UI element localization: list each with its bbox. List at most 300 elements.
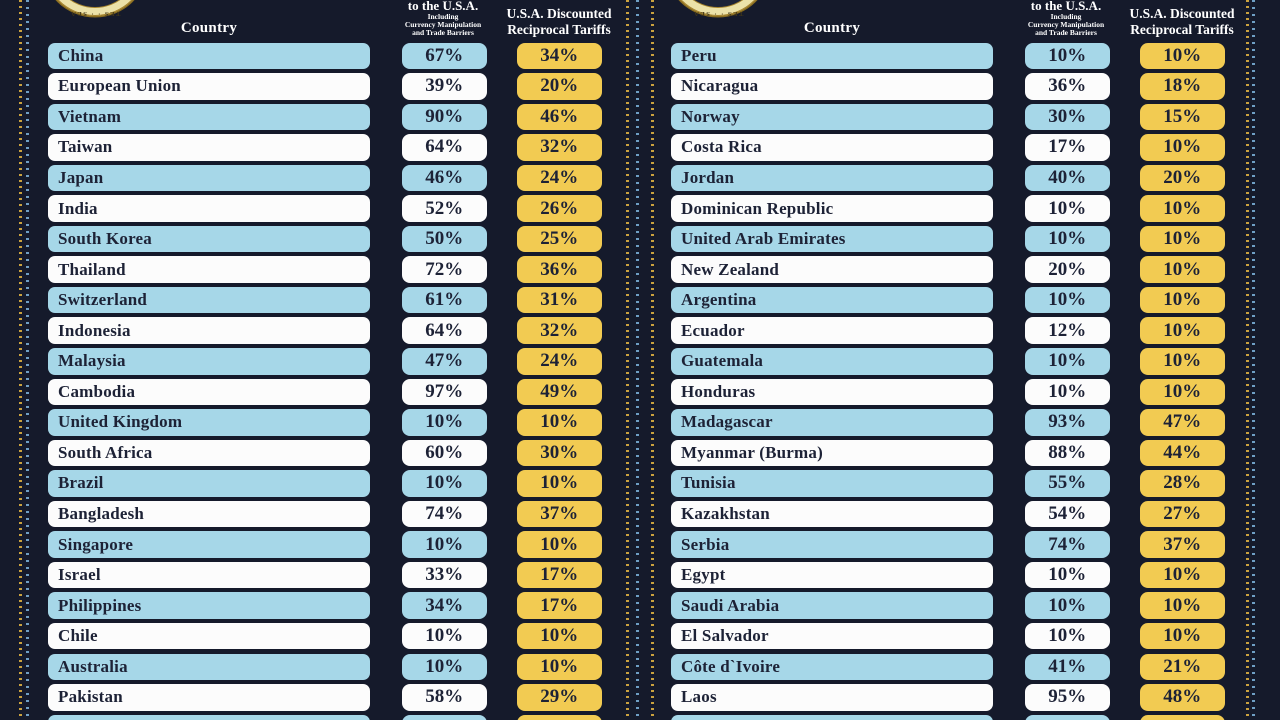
country-cell [48, 684, 370, 711]
table-row-partial [0, 715, 640, 720]
table-row [0, 562, 640, 589]
reciprocal-tariff-cell [517, 684, 603, 711]
reciprocal-tariff-cell [517, 409, 603, 436]
reciprocal-tariff-cell [1140, 256, 1226, 283]
country-label: Philippines [58, 595, 142, 615]
charged-tariff-value: 88% [1048, 441, 1087, 463]
charged-tariff-cell [1025, 287, 1111, 314]
country-label: Switzerland [58, 290, 148, 310]
charged-tariff-value: 61% [425, 289, 464, 311]
charged-tariff-value: 46% [425, 166, 464, 188]
reciprocal-tariff-value: 31% [540, 289, 579, 311]
charged-tariff-value: 10% [1048, 380, 1087, 402]
reciprocal-tariff-value: 10% [540, 411, 579, 433]
country-label: Laos [681, 687, 717, 707]
table-row [0, 440, 640, 467]
reciprocal-tariff-value: 30% [540, 441, 579, 463]
charged-header-sub2: Currency Manipulation [404, 20, 482, 29]
reciprocal-tariff-value: 17% [540, 564, 579, 586]
table-row [0, 409, 640, 436]
charged-tariff-cell [1025, 195, 1111, 222]
country-label: Taiwan [58, 137, 113, 157]
seal-inner-field [674, 0, 762, 8]
table-row [0, 501, 640, 528]
charged-tariff-cell [1025, 348, 1111, 375]
country-cell [48, 623, 370, 650]
country-label: Pakistan [58, 687, 123, 707]
table-row [0, 379, 640, 406]
table-row [0, 195, 640, 222]
country-label: Nicaragua [681, 76, 759, 96]
charged-tariff-cell [402, 134, 488, 161]
table-row [623, 256, 1263, 283]
country-label: Malaysia [58, 351, 126, 371]
charged-tariff-cell [1025, 440, 1111, 467]
reciprocal-tariff-cell [517, 470, 603, 497]
country-label: Dominican Republic [681, 198, 834, 218]
country-label: European Union [58, 76, 181, 96]
charged-tariff-cell [402, 592, 488, 619]
country-label: Ecuador [681, 320, 745, 340]
reciprocal-tariff-cell [517, 715, 603, 720]
reciprocal-tariff-cell [1140, 684, 1226, 711]
table-row [623, 409, 1263, 436]
country-cell [48, 134, 370, 161]
charged-tariff-value: 52% [425, 197, 464, 219]
table-row [623, 226, 1263, 253]
country-cell [48, 562, 370, 589]
seal-ring-text: TES · · SEA [69, 10, 121, 17]
country-cell [671, 501, 993, 528]
reciprocal-tariff-value: 20% [1163, 166, 1202, 188]
reciprocal-tariff-value: 29% [540, 686, 579, 708]
charged-tariff-value: 58% [425, 686, 464, 708]
charged-tariff-value: 10% [1048, 228, 1087, 250]
reciprocal-tariff-value: 28% [1163, 472, 1202, 494]
charged-tariff-cell [1025, 134, 1111, 161]
reciprocal-tariff-cell [517, 195, 603, 222]
table-row [623, 440, 1263, 467]
charged-tariff-cell [402, 226, 488, 253]
table-row [623, 684, 1263, 711]
country-cell [48, 440, 370, 467]
reciprocal-tariff-cell [1140, 287, 1226, 314]
country-cell [48, 470, 370, 497]
country-label: Guatemala [681, 351, 764, 371]
seal-inner-field [51, 0, 139, 8]
charged-tariff-cell [1025, 317, 1111, 344]
reciprocal-tariff-cell [1140, 440, 1226, 467]
country-label: Brazil [58, 473, 104, 493]
country-cell [671, 623, 993, 650]
reciprocal-tariff-value: 32% [540, 136, 579, 158]
country-cell [671, 165, 993, 192]
reciprocal-tariff-value: 47% [1163, 411, 1202, 433]
charged-tariff-value: 47% [425, 350, 464, 372]
reciprocal-tariff-value: 44% [1163, 441, 1202, 463]
reciprocal-tariff-cell [1140, 104, 1226, 131]
country-cell [48, 379, 370, 406]
country-cell [671, 562, 993, 589]
charged-tariff-cell [1025, 104, 1111, 131]
country-label: United Kingdom [58, 412, 183, 432]
charged-tariff-value: 10% [1048, 564, 1087, 586]
country-label: New Zealand [681, 259, 780, 279]
charged-tariff-value: 10% [1048, 197, 1087, 219]
table-row [0, 623, 640, 650]
country-label: Cambodia [58, 381, 136, 401]
country-label: Vietnam [58, 106, 122, 126]
charged-tariff-cell [1025, 562, 1111, 589]
charged-tariff-cell [1025, 73, 1111, 100]
country-cell [671, 317, 993, 344]
country-cell [671, 654, 993, 681]
discounted-reciprocal-column-header [1117, 6, 1247, 38]
charged-tariff-cell [402, 531, 488, 558]
reciprocal-tariff-value: 20% [540, 75, 579, 97]
charged-tariff-value: 17% [1048, 136, 1087, 158]
table-row [0, 654, 640, 681]
reciprocal-tariff-value: 18% [1163, 75, 1202, 97]
reciprocal-tariff-cell [1140, 226, 1226, 253]
table-row [0, 592, 640, 619]
country-cell [48, 348, 370, 375]
country-label: Bangladesh [58, 504, 145, 523]
reciprocal-tariff-value: 10% [1163, 44, 1202, 66]
reciprocal-tariff-cell [1140, 470, 1226, 497]
country-cell [48, 409, 370, 436]
charged-tariff-value: 30% [1048, 105, 1087, 127]
reciprocal-tariff-cell [1140, 623, 1226, 650]
charged-tariff-cell [1025, 409, 1111, 436]
country-cell [671, 195, 993, 222]
table-row [0, 470, 640, 497]
country-cell [671, 684, 993, 711]
reciprocal-tariff-value: 25% [540, 228, 579, 250]
country-label: Thailand [58, 259, 126, 279]
table-row [623, 531, 1263, 558]
country-label: Singapore [58, 534, 134, 554]
reciprocal-tariff-value: 10% [1163, 625, 1202, 647]
reciprocal-tariff-cell [517, 256, 603, 283]
table-row [623, 470, 1263, 497]
charged-tariff-cell [402, 470, 488, 497]
reciprocal-tariff-value: 37% [1163, 533, 1202, 555]
table-row [623, 348, 1263, 375]
country-cell [671, 379, 993, 406]
charged-tariff-value: 34% [425, 594, 464, 616]
table-row [0, 43, 640, 70]
reciprocal-tariff-cell [517, 226, 603, 253]
reciprocal-tariff-cell [1140, 715, 1226, 720]
charged-header-sub1: Including [1050, 12, 1082, 21]
reciprocal-tariff-cell [1140, 134, 1226, 161]
country-label: South Korea [58, 229, 152, 249]
country-label: Jordan [681, 167, 735, 187]
country-cell [48, 256, 370, 283]
reciprocal-tariff-value: 34% [540, 44, 579, 66]
charged-tariff-cell [402, 317, 488, 344]
reciprocal-tariff-value: 49% [540, 380, 579, 402]
table-row [623, 501, 1263, 528]
reciprocal-tariff-value: 10% [1163, 197, 1202, 219]
reciprocal-tariff-cell [517, 379, 603, 406]
charged-tariff-value: 41% [1048, 655, 1087, 677]
reciprocal-tariff-value: 10% [1163, 380, 1202, 402]
country-label: China [58, 45, 104, 65]
reciprocal-tariff-cell [1140, 195, 1226, 222]
country-cell [48, 73, 370, 100]
reciprocal-tariff-value: 10% [1163, 594, 1202, 616]
charged-tariff-value: 10% [1048, 594, 1087, 616]
country-cell [671, 592, 993, 619]
country-cell [671, 104, 993, 131]
country-cell [48, 715, 370, 720]
country-label: Peru [681, 45, 717, 65]
charged-tariff-cell [1025, 256, 1111, 283]
reciprocal-tariff-value: 10% [1163, 564, 1202, 586]
table-row [0, 134, 640, 161]
charged-header-sub3: and Trade Barriers [1035, 28, 1097, 37]
country-column-header: Country [803, 20, 861, 36]
country-cell [671, 531, 993, 558]
reciprocal-tariff-value: 10% [540, 472, 579, 494]
charged-tariff-value: 39% [425, 75, 464, 97]
table-row [623, 104, 1263, 131]
charged-tariff-cell [1025, 623, 1111, 650]
charged-tariff-value: 74% [425, 503, 464, 524]
table-row [623, 317, 1263, 344]
country-label: Honduras [681, 381, 756, 401]
country-cell [48, 287, 370, 314]
charged-tariff-value: 10% [425, 533, 464, 555]
reciprocal-tariff-cell [1140, 654, 1226, 681]
charged-tariff-cell [1025, 226, 1111, 253]
reciprocal-tariff-value: 26% [540, 197, 579, 219]
charged-tariff-value: 93% [1048, 411, 1087, 433]
charged-tariff-value: 74% [1048, 533, 1087, 555]
table-row [0, 256, 640, 283]
table-row [0, 73, 640, 100]
charged-tariff-cell [402, 654, 488, 681]
reciprocal-tariff-value: 48% [1163, 686, 1202, 708]
reciprocal-tariff-cell [517, 562, 603, 589]
charged-tariff-cell [1025, 501, 1111, 528]
reciprocal-tariff-cell [1140, 409, 1226, 436]
reciprocal-tariff-cell [517, 317, 603, 344]
reciprocal-tariff-value: 10% [1163, 258, 1202, 280]
country-cell [671, 226, 993, 253]
reciprocal-tariff-value: 10% [1163, 228, 1202, 250]
table-row [0, 165, 640, 192]
reciprocal-tariff-cell [1140, 317, 1226, 344]
table-row [623, 379, 1263, 406]
charged-tariff-cell [402, 623, 488, 650]
country-cell [48, 195, 370, 222]
charged-tariff-cell [402, 43, 488, 70]
charged-tariff-cell [1025, 470, 1111, 497]
table-row [623, 134, 1263, 161]
charged-tariff-cell [402, 256, 488, 283]
discounted-header-line2: Reciprocal Tariffs [507, 22, 611, 37]
table-row [623, 562, 1263, 589]
country-label: Argentina [681, 290, 757, 310]
charged-tariff-cell [402, 501, 488, 528]
charged-tariff-value: 20% [1048, 258, 1087, 280]
presidential-seal-icon [43, 0, 147, 16]
charged-tariff-cell [1025, 592, 1111, 619]
charged-tariff-value: 55% [1048, 472, 1087, 494]
reciprocal-tariff-cell [1140, 348, 1226, 375]
country-label: Myanmar (Burma) [681, 442, 823, 462]
country-label: Saudi Arabia [681, 595, 780, 615]
country-label: Indonesia [58, 320, 131, 340]
charged-tariff-value: 10% [425, 625, 464, 647]
reciprocal-tariff-value: 10% [1163, 319, 1202, 341]
charged-tariff-value: 10% [1048, 44, 1087, 66]
charged-tariff-cell [402, 104, 488, 131]
charged-tariff-value: 10% [425, 411, 464, 433]
reciprocal-tariff-cell [1140, 531, 1226, 558]
reciprocal-tariff-cell [517, 43, 603, 70]
presidential-seal-icon [666, 0, 770, 16]
table-row [623, 43, 1263, 70]
charged-tariff-cell [402, 287, 488, 314]
charged-tariff-cell [402, 440, 488, 467]
charged-tariff-value: 36% [1048, 75, 1087, 97]
charged-tariff-cell [402, 165, 488, 192]
country-label: Côte d`Ivoire [681, 656, 781, 676]
reciprocal-tariff-cell [517, 165, 603, 192]
charged-tariff-value: 72% [425, 258, 464, 280]
charged-tariff-value: 60% [425, 441, 464, 463]
country-label: Costa Rica [681, 137, 762, 157]
table-row [0, 226, 640, 253]
reciprocal-tariff-cell [517, 440, 603, 467]
charged-header-sub2: Currency Manipulation [1027, 20, 1105, 29]
reciprocal-tariff-cell [1140, 379, 1226, 406]
charged-tariff-cell [1025, 531, 1111, 558]
charged-header-title: to the U.S.A. [1030, 0, 1102, 13]
table-row [623, 165, 1263, 192]
country-cell [671, 256, 993, 283]
reciprocal-tariff-value: 10% [1163, 136, 1202, 158]
reciprocal-tariff-cell [1140, 165, 1226, 192]
table-row [623, 73, 1263, 100]
tariff-panel-right [623, 0, 1263, 720]
charged-tariff-cell [1025, 654, 1111, 681]
charged-tariff-cell [1025, 165, 1111, 192]
reciprocal-tariff-value: 21% [1163, 655, 1202, 677]
country-label: Tunisia [681, 473, 736, 493]
country-label: United Arab Emirates [681, 229, 846, 249]
reciprocal-tariff-cell [517, 287, 603, 314]
country-label: Japan [58, 167, 104, 187]
reciprocal-tariff-cell [517, 531, 603, 558]
country-cell [48, 43, 370, 70]
country-cell [48, 592, 370, 619]
discounted-header-line1: U.S.A. Discounted [1129, 6, 1235, 21]
country-cell [48, 501, 370, 528]
discounted-header-line1: U.S.A. Discounted [506, 6, 612, 21]
charged-tariff-value: 10% [1048, 625, 1087, 647]
country-cell [671, 43, 993, 70]
charged-tariff-value: 40% [1048, 166, 1087, 188]
country-label: Egypt [681, 565, 726, 585]
charged-tariff-value: 10% [425, 655, 464, 677]
discounted-header-line2: Reciprocal Tariffs [1130, 22, 1234, 37]
reciprocal-tariff-value: 37% [540, 503, 579, 524]
country-cell [48, 165, 370, 192]
charged-tariff-cell [402, 73, 488, 100]
reciprocal-tariff-value: 46% [540, 105, 579, 127]
reciprocal-tariff-value: 24% [540, 350, 579, 372]
country-cell [48, 226, 370, 253]
reciprocal-tariff-cell [517, 134, 603, 161]
country-cell [48, 104, 370, 131]
country-label: South Africa [58, 442, 153, 462]
reciprocal-tariff-value: 36% [540, 258, 579, 280]
reciprocal-tariff-value: 10% [540, 625, 579, 647]
country-cell [671, 348, 993, 375]
charged-tariff-value: 10% [1048, 350, 1087, 372]
reciprocal-tariff-cell [517, 592, 603, 619]
reciprocal-tariff-value: 27% [1163, 503, 1202, 524]
charged-tariff-cell [402, 684, 488, 711]
charged-tariff-cell [1025, 715, 1111, 720]
charged-tariff-value: 10% [425, 472, 464, 494]
reciprocal-tariff-value: 24% [540, 166, 579, 188]
country-label: Norway [681, 106, 740, 126]
charged-tariff-value: 64% [425, 319, 464, 341]
tariffs-charged-column-header [1011, 0, 1121, 37]
charged-tariff-value: 90% [425, 105, 464, 127]
charged-tariff-cell [402, 562, 488, 589]
charged-header-sub3: and Trade Barriers [412, 28, 474, 37]
country-label: Serbia [681, 534, 730, 554]
seal-ring-text: TES · · SEA [692, 10, 744, 17]
charged-tariff-value: 64% [425, 136, 464, 158]
reciprocal-tariff-cell [517, 501, 603, 528]
country-label: Chile [58, 626, 98, 646]
charged-tariff-cell [1025, 43, 1111, 70]
country-label: Australia [58, 656, 128, 676]
charged-tariff-value: 67% [425, 44, 464, 66]
charged-tariff-cell [402, 348, 488, 375]
table-row [623, 592, 1263, 619]
country-label: India [58, 198, 98, 218]
country-cell [48, 531, 370, 558]
charged-tariff-value: 95% [1048, 686, 1087, 708]
charged-tariff-value: 12% [1048, 319, 1087, 341]
reciprocal-tariff-cell [1140, 73, 1226, 100]
table-row [0, 531, 640, 558]
charged-header-title: to the U.S.A. [407, 0, 479, 13]
reciprocal-tariff-value: 32% [540, 319, 579, 341]
country-cell [671, 440, 993, 467]
charged-tariff-value: 97% [425, 380, 464, 402]
charged-tariff-value: 50% [425, 228, 464, 250]
reciprocal-tariff-cell [1140, 562, 1226, 589]
charged-tariff-cell [402, 715, 488, 720]
reciprocal-tariff-cell [1140, 592, 1226, 619]
charged-tariff-cell [1025, 684, 1111, 711]
charged-tariff-value: 33% [425, 564, 464, 586]
country-cell [671, 287, 993, 314]
charged-header-sub1: Including [427, 12, 459, 21]
country-cell [48, 654, 370, 681]
table-row [623, 195, 1263, 222]
